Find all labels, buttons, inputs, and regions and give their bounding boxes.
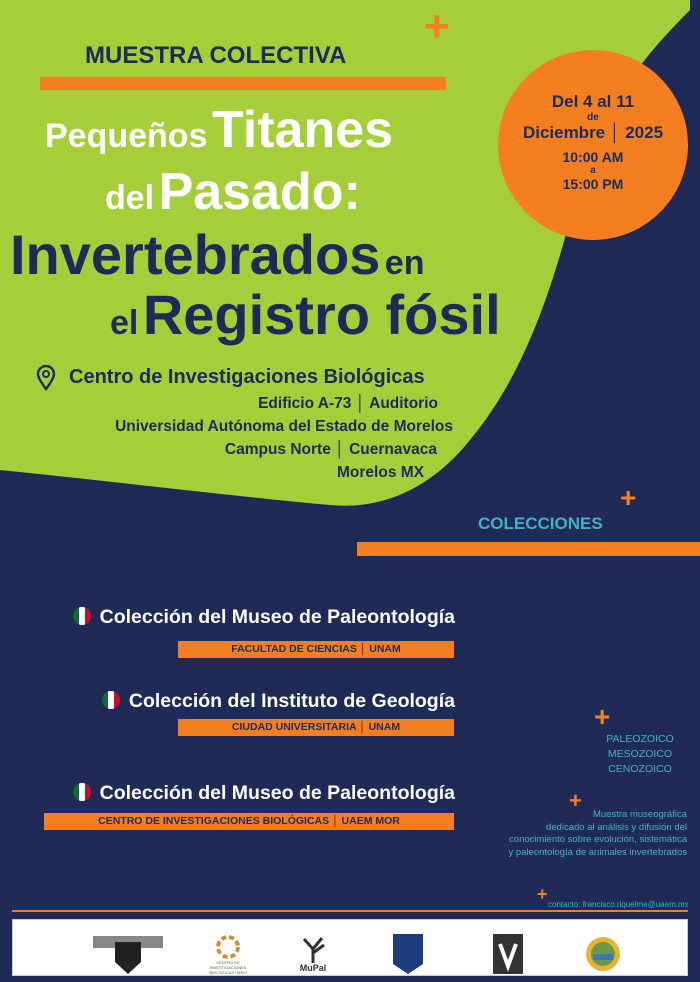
location-pin-icon (36, 365, 56, 391)
header-bar (40, 77, 446, 90)
title-line-4 (110, 282, 501, 347)
collections-heading: COLECCIONES (478, 514, 603, 533)
contact-email[interactable]: contacto: francisco.riquelme@uaem.mx (548, 900, 689, 909)
header-label: MUESTRA COLECTIVA (85, 42, 347, 69)
date-month: Diciembre (522, 123, 606, 142)
collection-tag: CENTRO DE INVESTIGACIONES BIOLÓGICAS │ UAEM MOR (44, 813, 454, 830)
date-end: 15:00 PM (562, 176, 624, 192)
date-de: de (587, 112, 599, 123)
plus-icon: + (537, 884, 548, 904)
collection-tag: FACULTAD DE CIENCIAS │ UNAM (178, 641, 454, 658)
mupal-logo: MuPal (288, 930, 338, 978)
mexico-flag-icon (102, 691, 120, 709)
uaem-shield-logo (88, 930, 168, 978)
title-line-1 (45, 100, 393, 160)
title-word: Pequeños (45, 117, 208, 155)
venue-name: Centro de Investigaciones Biológicas (69, 366, 425, 388)
date-year: 2025 (625, 123, 664, 142)
collection-item: Colección del Museo de Paleontología (73, 782, 455, 805)
unam-logo (388, 930, 428, 978)
venue-line-3: Campus Norte │ Cuernavaca (224, 441, 437, 458)
collection-item: Colección del Instituto de Geología (102, 690, 455, 713)
collection-tag: CIUDAD UNIVERSITARIA │ UNAM (178, 719, 454, 736)
title-word: Titanes (211, 101, 394, 159)
collection-item: Colección del Museo de Paleontología (73, 606, 455, 629)
era: CENOZOICO (608, 763, 672, 775)
instituto-geologia-logo (581, 930, 625, 978)
facultad-ciencias-logo (488, 930, 528, 978)
cib-logo: CENTRO DE INVESTIGACIONES BIOLÓGICAS UAEM (203, 930, 253, 978)
title-word: Invertebrados (10, 223, 381, 286)
date-range: Del 4 al 11 (551, 92, 635, 111)
title-word: el (110, 304, 139, 342)
collections-bar (357, 542, 700, 556)
mexico-flag-icon (73, 783, 91, 801)
plus-icon: + (620, 482, 637, 513)
plus-icon: + (594, 701, 611, 732)
title-line-2 (105, 162, 361, 222)
era: MESOZOICO (607, 748, 673, 760)
date-a: a (590, 165, 596, 176)
venue-line-1: Edificio A-73 │ Auditorio (258, 395, 438, 412)
title-line-3 (10, 222, 424, 287)
title-word: Registro fósil (142, 283, 501, 346)
title-word: del (105, 179, 155, 217)
era: PALEOZOICO (606, 733, 674, 745)
venue-line-4: Morelos MX (337, 464, 424, 481)
date-start: 10:00 AM (562, 149, 624, 165)
venue-line-2: Universidad Autónoma del Estado de Morelos (115, 418, 453, 435)
eras-list (590, 732, 690, 777)
description: Muestra museográfica dedicado al análisis y difusión del conocimiento sobre evolución, sistemática y paleontología de animales invertebrados (508, 809, 687, 858)
divider (12, 910, 688, 912)
mexico-flag-icon (73, 607, 91, 625)
title-word: Pasado: (158, 163, 361, 221)
date-circle: Del 4 al 11 de Diciembre │ 2025 10:00 AM a 15:00 PM (498, 50, 688, 240)
title-word: en (384, 244, 425, 282)
logos-strip (12, 919, 688, 976)
plus-icon: + (569, 788, 582, 813)
plus-icon: + (424, 2, 450, 51)
